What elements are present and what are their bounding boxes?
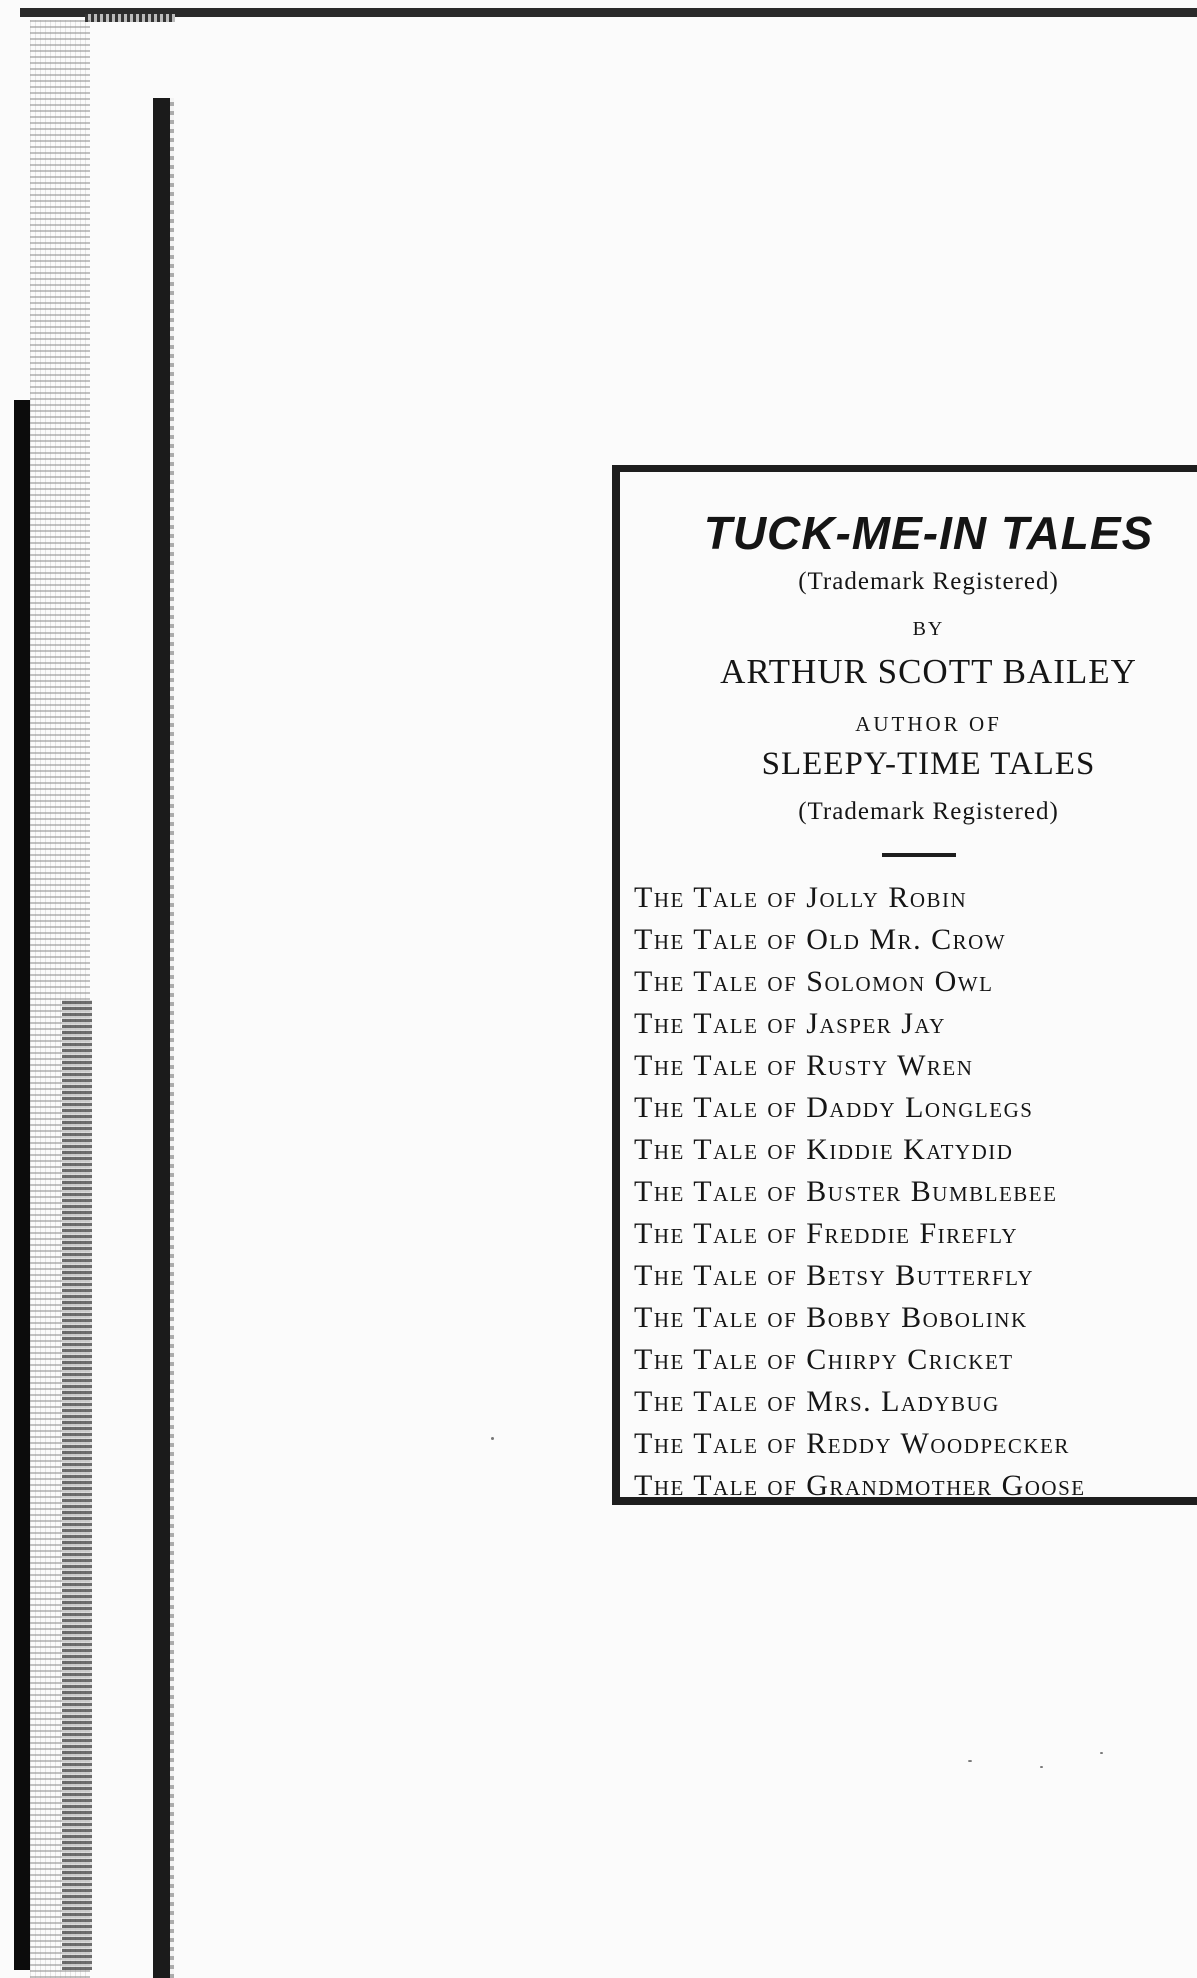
- series-title: TUCK-ME-IN TALES: [703, 507, 1154, 559]
- book-title: The Tale of Reddy Woodpecker: [634, 1427, 1070, 1460]
- book-title: The Tale of Daddy Longlegs: [634, 1091, 1034, 1124]
- book-title: The Tale of Jolly Robin: [634, 881, 968, 914]
- book-title: The Tale of Solomon Owl: [634, 965, 994, 998]
- binding-texture-dark: [62, 1000, 92, 1970]
- book-title-list: [634, 877, 1086, 1507]
- book-title: The Tale of Jasper Jay: [634, 1007, 946, 1040]
- book-title: The Tale of Rusty Wren: [634, 1049, 974, 1082]
- top-scan-texture: [85, 14, 175, 22]
- scan-speck: [491, 1437, 494, 1440]
- book-title: The Tale of Betsy Butterfly: [634, 1259, 1035, 1292]
- book-title: The Tale of Mrs. Ladybug: [634, 1385, 1000, 1418]
- divider-rule: [882, 853, 956, 857]
- scan-speck: [968, 1760, 972, 1762]
- scan-speck: [1040, 1766, 1043, 1768]
- book-title: The Tale of Chirpy Cricket: [634, 1343, 1014, 1376]
- inner-margin-bar-texture: [170, 98, 174, 1978]
- book-title: The Tale of Bobby Bobolink: [634, 1301, 1028, 1334]
- byline-prefix: BY: [912, 618, 945, 640]
- other-series-trademark-note: (Trademark Registered): [798, 798, 1059, 825]
- book-title: The Tale of Freddie Firefly: [634, 1217, 1019, 1250]
- top-scan-rule: [20, 8, 1197, 17]
- book-title: The Tale of Kiddie Katydid: [634, 1133, 1014, 1166]
- series-trademark-note: (Trademark Registered): [798, 568, 1059, 595]
- series-advertisement-panel: [612, 465, 1197, 1505]
- scan-speck: [1100, 1752, 1103, 1754]
- author-of-label: AUTHOR OF: [855, 712, 1002, 736]
- binding-edge: [14, 400, 30, 1970]
- other-series-title: SLEEPY-TIME TALES: [761, 746, 1096, 782]
- author-name: ARTHUR SCOTT BAILEY: [720, 652, 1137, 691]
- book-title: The Tale of Old Mr. Crow: [634, 923, 1007, 956]
- inner-margin-bar: [153, 98, 170, 1978]
- book-title: The Tale of Grandmother Goose: [634, 1469, 1086, 1502]
- book-title: The Tale of Buster Bumblebee: [634, 1175, 1058, 1208]
